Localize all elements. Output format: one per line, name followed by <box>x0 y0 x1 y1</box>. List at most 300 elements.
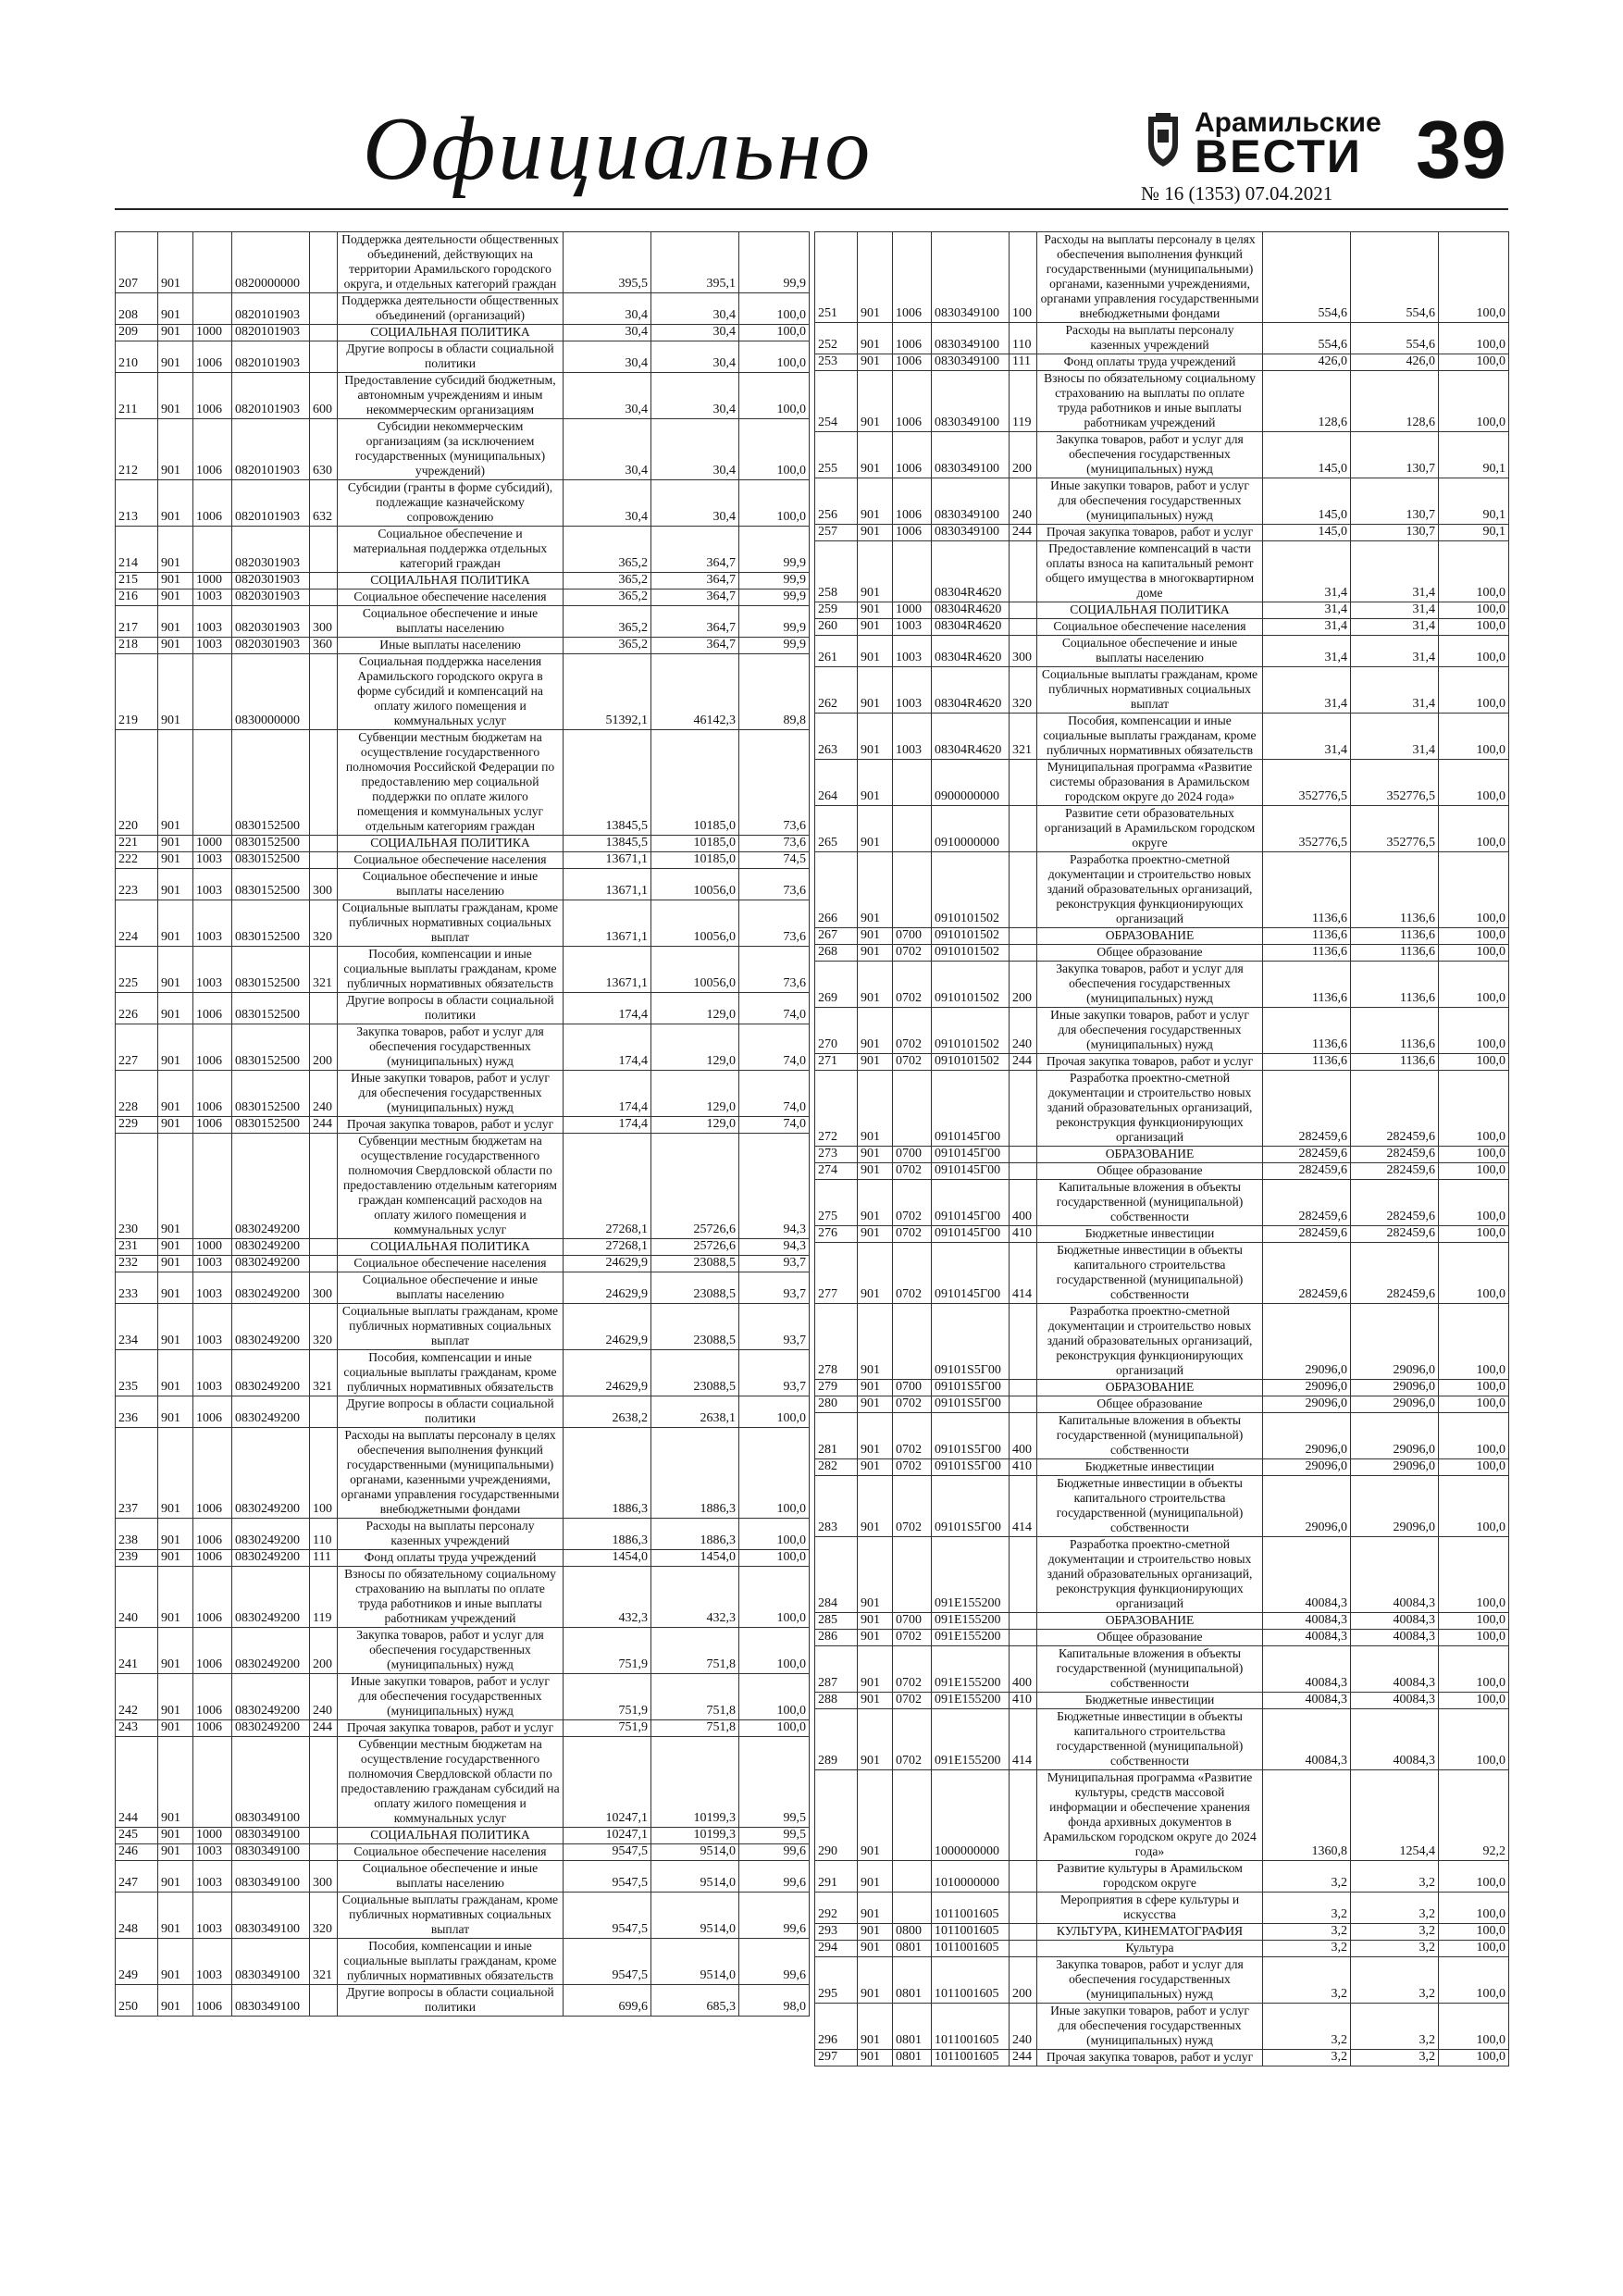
cell-b <box>193 527 232 573</box>
cell-name: Фонд оплаты труда учреждений <box>1037 354 1263 371</box>
cell-b: 1003 <box>193 852 232 869</box>
table-row <box>116 1893 810 1939</box>
cell-a: 901 <box>858 1476 893 1537</box>
cell-b: 1003 <box>893 636 932 667</box>
table-row <box>815 1163 1509 1180</box>
cell-d: 244 <box>1010 525 1037 541</box>
cell-d: 244 <box>310 1117 338 1134</box>
cell-name: Иные закупки товаров, работ и услуг для обеспечения государственных (муниципальных) нужд <box>1037 2004 1263 2050</box>
cell-v1: 13671,1 <box>564 947 651 993</box>
cell-b: 0801 <box>893 1941 932 1957</box>
cell-a: 901 <box>158 1550 193 1567</box>
cell-b: 1003 <box>193 606 232 638</box>
cell-a: 901 <box>858 1893 893 1924</box>
cell-v1: 30,4 <box>564 419 651 480</box>
cell-c: 0910145Г00 <box>932 1243 1010 1304</box>
cell-p: 93,7 <box>739 1350 810 1396</box>
cell-p: 100,0 <box>1439 1054 1509 1071</box>
cell-v2: 282459,6 <box>1351 1071 1439 1147</box>
cell-a: 901 <box>158 1256 193 1272</box>
cell-c: 0910000000 <box>932 806 1010 852</box>
cell-v1: 30,4 <box>564 293 651 325</box>
cell-v2: 3,2 <box>1351 2050 1439 2066</box>
cell-d: 300 <box>310 1861 338 1893</box>
cell-p: 100,0 <box>1439 667 1509 714</box>
cell-name: Общее образование <box>1037 1163 1263 1180</box>
cell-n: 252 <box>815 323 858 354</box>
coat-of-arms-icon <box>1143 113 1183 168</box>
cell-name: Общее образование <box>1037 1630 1263 1646</box>
cell-b: 0702 <box>893 1226 932 1243</box>
cell-d <box>1010 806 1037 852</box>
cell-d: 240 <box>1010 2004 1037 2050</box>
cell-n: 282 <box>815 1459 858 1476</box>
table-row <box>116 1985 810 2017</box>
cell-d: 200 <box>1010 1957 1037 2004</box>
cell-v2: 1254,4 <box>1351 1770 1439 1861</box>
cell-a: 901 <box>158 1272 193 1304</box>
cell-name: Социальное обеспечение и иные выплаты населению <box>1037 636 1263 667</box>
cell-p: 74,0 <box>739 1071 810 1117</box>
cell-d <box>310 1396 338 1428</box>
cell-b: 1003 <box>193 1861 232 1893</box>
cell-v2: 29096,0 <box>1351 1380 1439 1396</box>
cell-n: 290 <box>815 1770 858 1861</box>
cell-v2: 10185,0 <box>651 836 739 852</box>
cell-name: Социальное обеспечение населения <box>1037 619 1263 636</box>
cell-v2: 129,0 <box>651 1024 739 1071</box>
cell-name: Бюджетные инвестиции <box>1037 1459 1263 1476</box>
cell-b: 1003 <box>193 1939 232 1985</box>
cell-v2: 3,2 <box>1351 1957 1439 2004</box>
cell-v2: 432,3 <box>651 1567 739 1628</box>
cell-d <box>1010 1071 1037 1147</box>
table-row <box>815 1537 1509 1613</box>
cell-v2: 1886,3 <box>651 1428 739 1519</box>
table-row <box>815 541 1509 602</box>
cell-name: Прочая закупка товаров, работ и услуг <box>1037 2050 1263 2066</box>
cell-c: 08304R4620 <box>932 602 1010 619</box>
cell-name: Прочая закупка товаров, работ и услуг <box>338 1117 564 1134</box>
cell-n: 232 <box>116 1256 158 1272</box>
cell-c: 09101S5Г00 <box>932 1459 1010 1476</box>
cell-v2: 3,2 <box>1351 1924 1439 1941</box>
cell-n: 255 <box>815 432 858 478</box>
cell-v1: 13671,1 <box>564 900 651 947</box>
cell-c: 0820101903 <box>232 341 310 373</box>
cell-b: 0700 <box>893 1380 932 1396</box>
cell-n: 222 <box>116 852 158 869</box>
cell-n: 247 <box>116 1861 158 1893</box>
cell-a: 901 <box>858 962 893 1008</box>
table-row <box>815 2050 1509 2066</box>
cell-a: 901 <box>858 852 893 928</box>
cell-b: 1006 <box>193 341 232 373</box>
table-row <box>815 1396 1509 1413</box>
cell-d <box>310 654 338 730</box>
cell-p: 100,0 <box>1439 1459 1509 1476</box>
cell-a: 901 <box>158 1737 193 1828</box>
cell-b: 1006 <box>193 1024 232 1071</box>
cell-b <box>893 1770 932 1861</box>
cell-d <box>310 730 338 836</box>
cell-a: 901 <box>158 993 193 1024</box>
cell-v2: 23088,5 <box>651 1256 739 1272</box>
table-row <box>815 2004 1509 2050</box>
cell-d: 100 <box>310 1428 338 1519</box>
cell-b: 0702 <box>893 1709 932 1770</box>
cell-p: 99,9 <box>739 606 810 638</box>
cell-n: 227 <box>116 1024 158 1071</box>
cell-v2: 128,6 <box>1351 371 1439 432</box>
cell-v1: 51392,1 <box>564 654 651 730</box>
newspaper-logo <box>1143 107 1381 182</box>
cell-p: 99,6 <box>739 1893 810 1939</box>
cell-a: 901 <box>158 1117 193 1134</box>
cell-a: 901 <box>158 1844 193 1861</box>
cell-v2: 30,4 <box>651 373 739 419</box>
cell-v1: 751,9 <box>564 1720 651 1737</box>
cell-c: 09101S5Г00 <box>932 1396 1010 1413</box>
cell-n: 265 <box>815 806 858 852</box>
cell-d: 200 <box>310 1024 338 1071</box>
cell-v1: 751,9 <box>564 1674 651 1720</box>
cell-p: 100,0 <box>1439 1709 1509 1770</box>
cell-v1: 40084,3 <box>1263 1709 1351 1770</box>
cell-n: 257 <box>815 525 858 541</box>
cell-v2: 9514,0 <box>651 1939 739 1985</box>
cell-c: 0830249200 <box>232 1256 310 1272</box>
cell-c: 0820301903 <box>232 638 310 654</box>
cell-p: 92,2 <box>1439 1770 1509 1861</box>
cell-b <box>193 1134 232 1239</box>
cell-p: 100,0 <box>1439 806 1509 852</box>
table-row <box>116 852 810 869</box>
cell-c: 0830249200 <box>232 1519 310 1550</box>
cell-v2: 282459,6 <box>1351 1226 1439 1243</box>
cell-name: Расходы на выплаты персоналу в целях обеспечения выполнения функций государственными (муниципальными) органами, казенными учреждениями, органами управления государственными внебюджетными фондами <box>1037 232 1263 323</box>
cell-d <box>310 325 338 341</box>
budget-table-right <box>814 231 1509 2066</box>
cell-n: 293 <box>815 1924 858 1941</box>
cell-a: 901 <box>858 1243 893 1304</box>
cell-v2: 1136,6 <box>1351 1008 1439 1054</box>
cell-n: 225 <box>116 947 158 993</box>
cell-d: 414 <box>1010 1243 1037 1304</box>
cell-v2: 9514,0 <box>651 1844 739 1861</box>
cell-p: 98,0 <box>739 1985 810 2017</box>
cell-b: 1006 <box>893 371 932 432</box>
table-row <box>815 478 1509 525</box>
cell-name: Разработка проектно-сметной документации и строительство новых зданий образовательных организаций, реконструкция функционирующих организаций <box>1037 1537 1263 1613</box>
cell-p: 100,0 <box>1439 1924 1509 1941</box>
cell-v1: 13671,1 <box>564 852 651 869</box>
cell-name: Субсидии (гранты в форме субсидий), подлежащие казначейскому сопровождению <box>338 480 564 527</box>
cell-p: 99,9 <box>739 527 810 573</box>
cell-c: 091E155200 <box>932 1537 1010 1613</box>
cell-v1: 282459,6 <box>1263 1071 1351 1147</box>
table-row <box>815 1476 1509 1537</box>
table-row <box>116 1844 810 1861</box>
cell-v2: 31,4 <box>1351 619 1439 636</box>
cell-name: СОЦИАЛЬНАЯ ПОЛИТИКА <box>338 1239 564 1256</box>
table-row <box>116 527 810 573</box>
cell-n: 277 <box>815 1243 858 1304</box>
cell-c: 091E155200 <box>932 1613 1010 1630</box>
cell-p: 100,0 <box>739 325 810 341</box>
cell-v1: 174,4 <box>564 1071 651 1117</box>
cell-b: 1003 <box>193 1272 232 1304</box>
cell-a: 901 <box>158 1071 193 1117</box>
cell-p: 93,7 <box>739 1304 810 1350</box>
cell-d: 240 <box>310 1071 338 1117</box>
cell-a: 901 <box>858 1163 893 1180</box>
table-row <box>116 1024 810 1071</box>
cell-p: 74,0 <box>739 993 810 1024</box>
cell-name: Общее образование <box>1037 945 1263 962</box>
table-row <box>815 760 1509 806</box>
cell-d <box>310 232 338 293</box>
cell-d <box>1010 1770 1037 1861</box>
cell-p: 100,0 <box>739 1550 810 1567</box>
cell-b: 1006 <box>893 525 932 541</box>
cell-b: 1006 <box>193 1628 232 1674</box>
cell-c: 0830349100 <box>232 1893 310 1939</box>
table-row <box>815 636 1509 667</box>
budget-table-left <box>115 231 810 2017</box>
table-row <box>815 1630 1509 1646</box>
cell-p: 99,6 <box>739 1939 810 1985</box>
table-row <box>116 573 810 590</box>
cell-name: Социальное обеспечение и иные выплаты населению <box>338 1861 564 1893</box>
cell-b: 1006 <box>193 1117 232 1134</box>
cell-b: 1003 <box>193 1256 232 1272</box>
cell-n: 253 <box>815 354 858 371</box>
cell-n: 234 <box>116 1304 158 1350</box>
cell-a: 901 <box>158 1428 193 1519</box>
table-row <box>815 714 1509 760</box>
cell-name: Другие вопросы в области социальной политики <box>338 993 564 1024</box>
cell-d: 360 <box>310 638 338 654</box>
cell-a: 901 <box>158 1134 193 1239</box>
cell-v2: 751,8 <box>651 1674 739 1720</box>
cell-a: 901 <box>158 1239 193 1256</box>
cell-d: 200 <box>1010 962 1037 1008</box>
cell-name: Муниципальная программа «Развитие культуры, средств массовой информации и обеспечение хранения фонда архивных документов в Арамильском городском округе до 2024 года» <box>1037 1770 1263 1861</box>
cell-b: 1006 <box>193 1567 232 1628</box>
cell-name: Взносы по обязательному социальному страхованию на выплаты по оплате труда работников и иные выплаты работникам учреждений <box>338 1567 564 1628</box>
cell-c: 0830349100 <box>932 432 1010 478</box>
table-row <box>116 341 810 373</box>
cell-v2: 10185,0 <box>651 852 739 869</box>
cell-name: Социальное обеспечение и иные выплаты населению <box>338 606 564 638</box>
cell-v2: 10185,0 <box>651 730 739 836</box>
cell-a: 901 <box>158 232 193 293</box>
cell-c: 0910101502 <box>932 945 1010 962</box>
cell-n: 218 <box>116 638 158 654</box>
cell-d: 414 <box>1010 1476 1037 1537</box>
cell-name: Капитальные вложения в объекты государственной (муниципальной) собственности <box>1037 1180 1263 1226</box>
cell-name: Социальные выплаты гражданам, кроме публичных нормативных социальных выплат <box>338 1893 564 1939</box>
cell-p: 100,0 <box>1439 945 1509 962</box>
cell-n: 267 <box>815 928 858 945</box>
cell-n: 291 <box>815 1861 858 1893</box>
cell-v2: 46142,3 <box>651 654 739 730</box>
cell-a: 901 <box>858 1613 893 1630</box>
cell-c: 0830349100 <box>232 1844 310 1861</box>
logo-top-text: Арамильские <box>1195 107 1381 138</box>
cell-a: 901 <box>158 654 193 730</box>
cell-a: 901 <box>858 371 893 432</box>
cell-p: 100,0 <box>1439 602 1509 619</box>
cell-d: 240 <box>1010 1008 1037 1054</box>
cell-b: 1003 <box>193 1304 232 1350</box>
cell-v1: 29096,0 <box>1263 1380 1351 1396</box>
cell-b: 0702 <box>893 1693 932 1709</box>
cell-d <box>1010 1163 1037 1180</box>
table-row <box>116 1117 810 1134</box>
cell-a: 901 <box>858 602 893 619</box>
table-row <box>815 354 1509 371</box>
cell-c: 0820101903 <box>232 325 310 341</box>
cell-v2: 10056,0 <box>651 947 739 993</box>
table-row <box>815 1054 1509 1071</box>
table-row <box>116 325 810 341</box>
cell-d <box>1010 928 1037 945</box>
cell-name: Развитие сети образовательных организаций в Арамильском городском округе <box>1037 806 1263 852</box>
cell-a: 901 <box>158 1567 193 1628</box>
cell-name: Бюджетные инвестиции в объекты капитального строительства государственной (муниципальной) собственности <box>1037 1476 1263 1537</box>
cell-p: 100,0 <box>1439 1630 1509 1646</box>
cell-v2: 364,7 <box>651 573 739 590</box>
cell-b: 1003 <box>193 869 232 900</box>
cell-p: 100,0 <box>1439 962 1509 1008</box>
cell-n: 219 <box>116 654 158 730</box>
cell-name: Капитальные вложения в объекты государственной (муниципальной) собственности <box>1037 1413 1263 1459</box>
table-row <box>815 1693 1509 1709</box>
cell-v1: 1360,8 <box>1263 1770 1351 1861</box>
cell-p: 90,1 <box>1439 525 1509 541</box>
cell-d: 300 <box>310 606 338 638</box>
cell-c: 0830152500 <box>232 730 310 836</box>
cell-n: 260 <box>815 619 858 636</box>
cell-p: 99,5 <box>739 1828 810 1844</box>
cell-c: 0830349100 <box>932 371 1010 432</box>
cell-v2: 23088,5 <box>651 1350 739 1396</box>
cell-b: 0702 <box>893 1008 932 1054</box>
cell-p: 100,0 <box>1439 1380 1509 1396</box>
cell-c: 0830249200 <box>232 1272 310 1304</box>
cell-p: 89,8 <box>739 654 810 730</box>
cell-name: Расходы на выплаты персоналу казенных учреждений <box>1037 323 1263 354</box>
cell-p: 73,6 <box>739 836 810 852</box>
cell-c: 0830349100 <box>232 1939 310 1985</box>
cell-name: Развитие культуры в Арамильском городском округе <box>1037 1861 1263 1893</box>
table-row <box>815 1380 1509 1396</box>
cell-b: 1003 <box>193 1844 232 1861</box>
cell-v1: 29096,0 <box>1263 1459 1351 1476</box>
cell-d: 111 <box>310 1550 338 1567</box>
cell-d: 630 <box>310 419 338 480</box>
cell-b: 1006 <box>893 354 932 371</box>
cell-c: 0830152500 <box>232 1117 310 1134</box>
cell-b <box>893 1537 932 1613</box>
cell-b: 1003 <box>193 638 232 654</box>
cell-c: 0830249200 <box>232 1720 310 1737</box>
cell-c: 0830249200 <box>232 1567 310 1628</box>
cell-name: Иные закупки товаров, работ и услуг для обеспечения государственных (муниципальных) нужд <box>338 1071 564 1117</box>
cell-p: 73,6 <box>739 869 810 900</box>
cell-v1: 554,6 <box>1263 323 1351 354</box>
cell-b: 1003 <box>193 1350 232 1396</box>
cell-n: 233 <box>116 1272 158 1304</box>
cell-name: ОБРАЗОВАНИЕ <box>1037 1147 1263 1163</box>
cell-v2: 25726,6 <box>651 1239 739 1256</box>
cell-v1: 1136,6 <box>1263 852 1351 928</box>
cell-b: 1000 <box>193 1239 232 1256</box>
cell-p: 94,3 <box>739 1239 810 1256</box>
cell-name: Пособия, компенсации и иные социальные выплаты гражданам, кроме публичных нормативных обязательств <box>338 1939 564 1985</box>
table-row <box>116 869 810 900</box>
cell-b: 1000 <box>193 325 232 341</box>
cell-v2: 282459,6 <box>1351 1163 1439 1180</box>
cell-n: 281 <box>815 1413 858 1459</box>
cell-p: 100,0 <box>1439 541 1509 602</box>
cell-a: 901 <box>158 1893 193 1939</box>
cell-c: 0820101903 <box>232 373 310 419</box>
cell-n: 245 <box>116 1828 158 1844</box>
table-row <box>815 1957 1509 2004</box>
cell-d <box>310 1828 338 1844</box>
cell-v1: 3,2 <box>1263 2004 1351 2050</box>
cell-v1: 9547,5 <box>564 1861 651 1893</box>
cell-b: 1003 <box>193 900 232 947</box>
table-row <box>116 638 810 654</box>
cell-b <box>893 806 932 852</box>
cell-v2: 30,4 <box>651 325 739 341</box>
cell-d: 200 <box>310 1628 338 1674</box>
cell-b: 1006 <box>193 419 232 480</box>
cell-v2: 25726,6 <box>651 1134 739 1239</box>
cell-c: 0830152500 <box>232 900 310 947</box>
cell-p: 100,0 <box>1439 1304 1509 1380</box>
cell-p: 90,1 <box>1439 478 1509 525</box>
cell-d: 244 <box>1010 1054 1037 1071</box>
cell-p: 99,9 <box>739 638 810 654</box>
cell-c: 0830152500 <box>232 1024 310 1071</box>
cell-a: 901 <box>858 1693 893 1709</box>
cell-v2: 364,7 <box>651 606 739 638</box>
table-row <box>116 1304 810 1350</box>
cell-c: 0830249200 <box>232 1396 310 1428</box>
cell-v1: 24629,9 <box>564 1256 651 1272</box>
cell-c: 0830152500 <box>232 1071 310 1117</box>
cell-v2: 129,0 <box>651 1071 739 1117</box>
cell-p: 100,0 <box>1439 323 1509 354</box>
cell-name: ОБРАЗОВАНИЕ <box>1037 1380 1263 1396</box>
cell-name: Другие вопросы в области социальной политики <box>338 341 564 373</box>
cell-b: 1006 <box>193 1071 232 1117</box>
cell-d <box>310 1844 338 1861</box>
cell-n: 264 <box>815 760 858 806</box>
cell-n: 273 <box>815 1147 858 1163</box>
cell-name: Общее образование <box>1037 1396 1263 1413</box>
cell-n: 243 <box>116 1720 158 1737</box>
cell-p: 100,0 <box>1439 2050 1509 2066</box>
cell-c: 0830349100 <box>932 478 1010 525</box>
cell-n: 251 <box>815 232 858 323</box>
cell-v1: 145,0 <box>1263 478 1351 525</box>
